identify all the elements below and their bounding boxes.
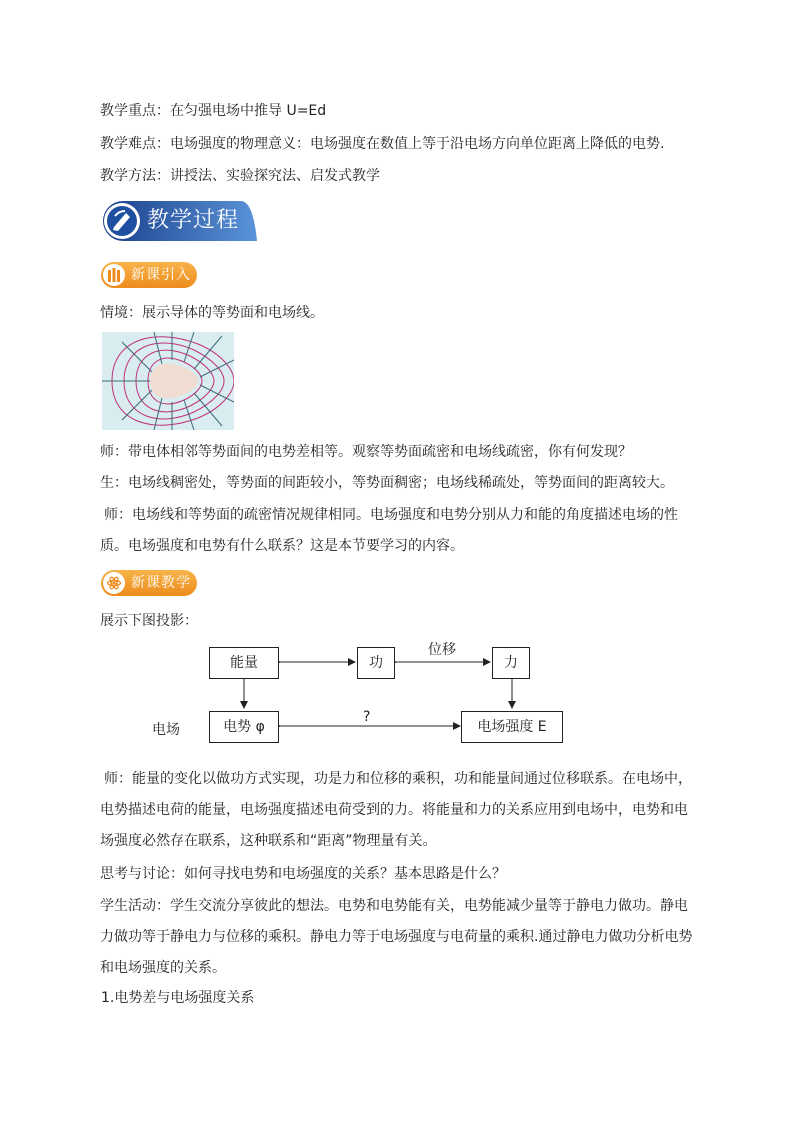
show-line: 展示下图投影：	[100, 613, 198, 629]
pill-label: 新课教学	[131, 575, 191, 591]
force-box: 力	[492, 647, 530, 679]
pill-label: 新课引入	[131, 267, 191, 283]
energy-box: 能量	[209, 647, 279, 679]
activity-paragraph: 学生活动：学生交流分享彼此的想法。电势和电势能有关，电势能减少量等于静电力做功。静电力做功等于静电力与位移的乘积。静电力等于电场强度与电荷量的乘积.通过静电力做功分析电势和电场强度的关系。	[100, 898, 693, 976]
method-line: 教学方法：讲授法、实验探究法、启发式教学	[100, 168, 380, 184]
question-mark: ?	[363, 709, 371, 725]
teacher-line-1: 师：带电体相邻等势面间的电势差相等。观察等势面疏密和电场线疏密，你有何发现？	[100, 444, 632, 460]
field-strength-box: 电场强度 E	[461, 711, 563, 743]
heading-1: 1.电势差与电场强度关系	[101, 990, 255, 1006]
situation-line: 情境：展示导体的等势面和电场线。	[100, 305, 324, 321]
key-point-line: 教学重点：在匀强电场中推导 U=Ed	[100, 103, 327, 119]
teacher-paragraph-2: 师：电场线和等势面的疏密情况规律相同。电场强度和电势分别从力和能的角度描述电场的性质。电场强度和电势有什么联系？这是本节要学习的内容。	[100, 507, 678, 554]
field-label: 电场	[152, 722, 180, 738]
potential-box: 电势 φ	[209, 711, 279, 743]
difficulty-line: 教学难点：电场强度的物理意义：电场强度在数值上等于沿电场方向单位距离上降低的电势.	[100, 136, 665, 152]
work-box: 功	[357, 647, 395, 679]
section-title: 教学过程	[147, 208, 240, 233]
discussion-line: 思考与讨论：如何寻找电势和电场强度的关系？基本思路是什么？	[100, 866, 506, 882]
displacement-label: 位移	[428, 642, 456, 658]
student-line-1: 生：电场线稠密处，等势面的间距较小，等势面稠密；电场线稀疏处，等势面间的距离较大。	[100, 475, 674, 491]
teacher-paragraph-3: 师：能量的变化以做功方式实现，功是力和位移的乘积，功和能量间通过位移联系。在电场中，电势描述电荷的能量，电场强度描述电荷受到的力。将能量和力的关系应用到电场中，电势和电场强度必然存在联系，这种联系和“距离”物理量有关。	[100, 771, 692, 849]
